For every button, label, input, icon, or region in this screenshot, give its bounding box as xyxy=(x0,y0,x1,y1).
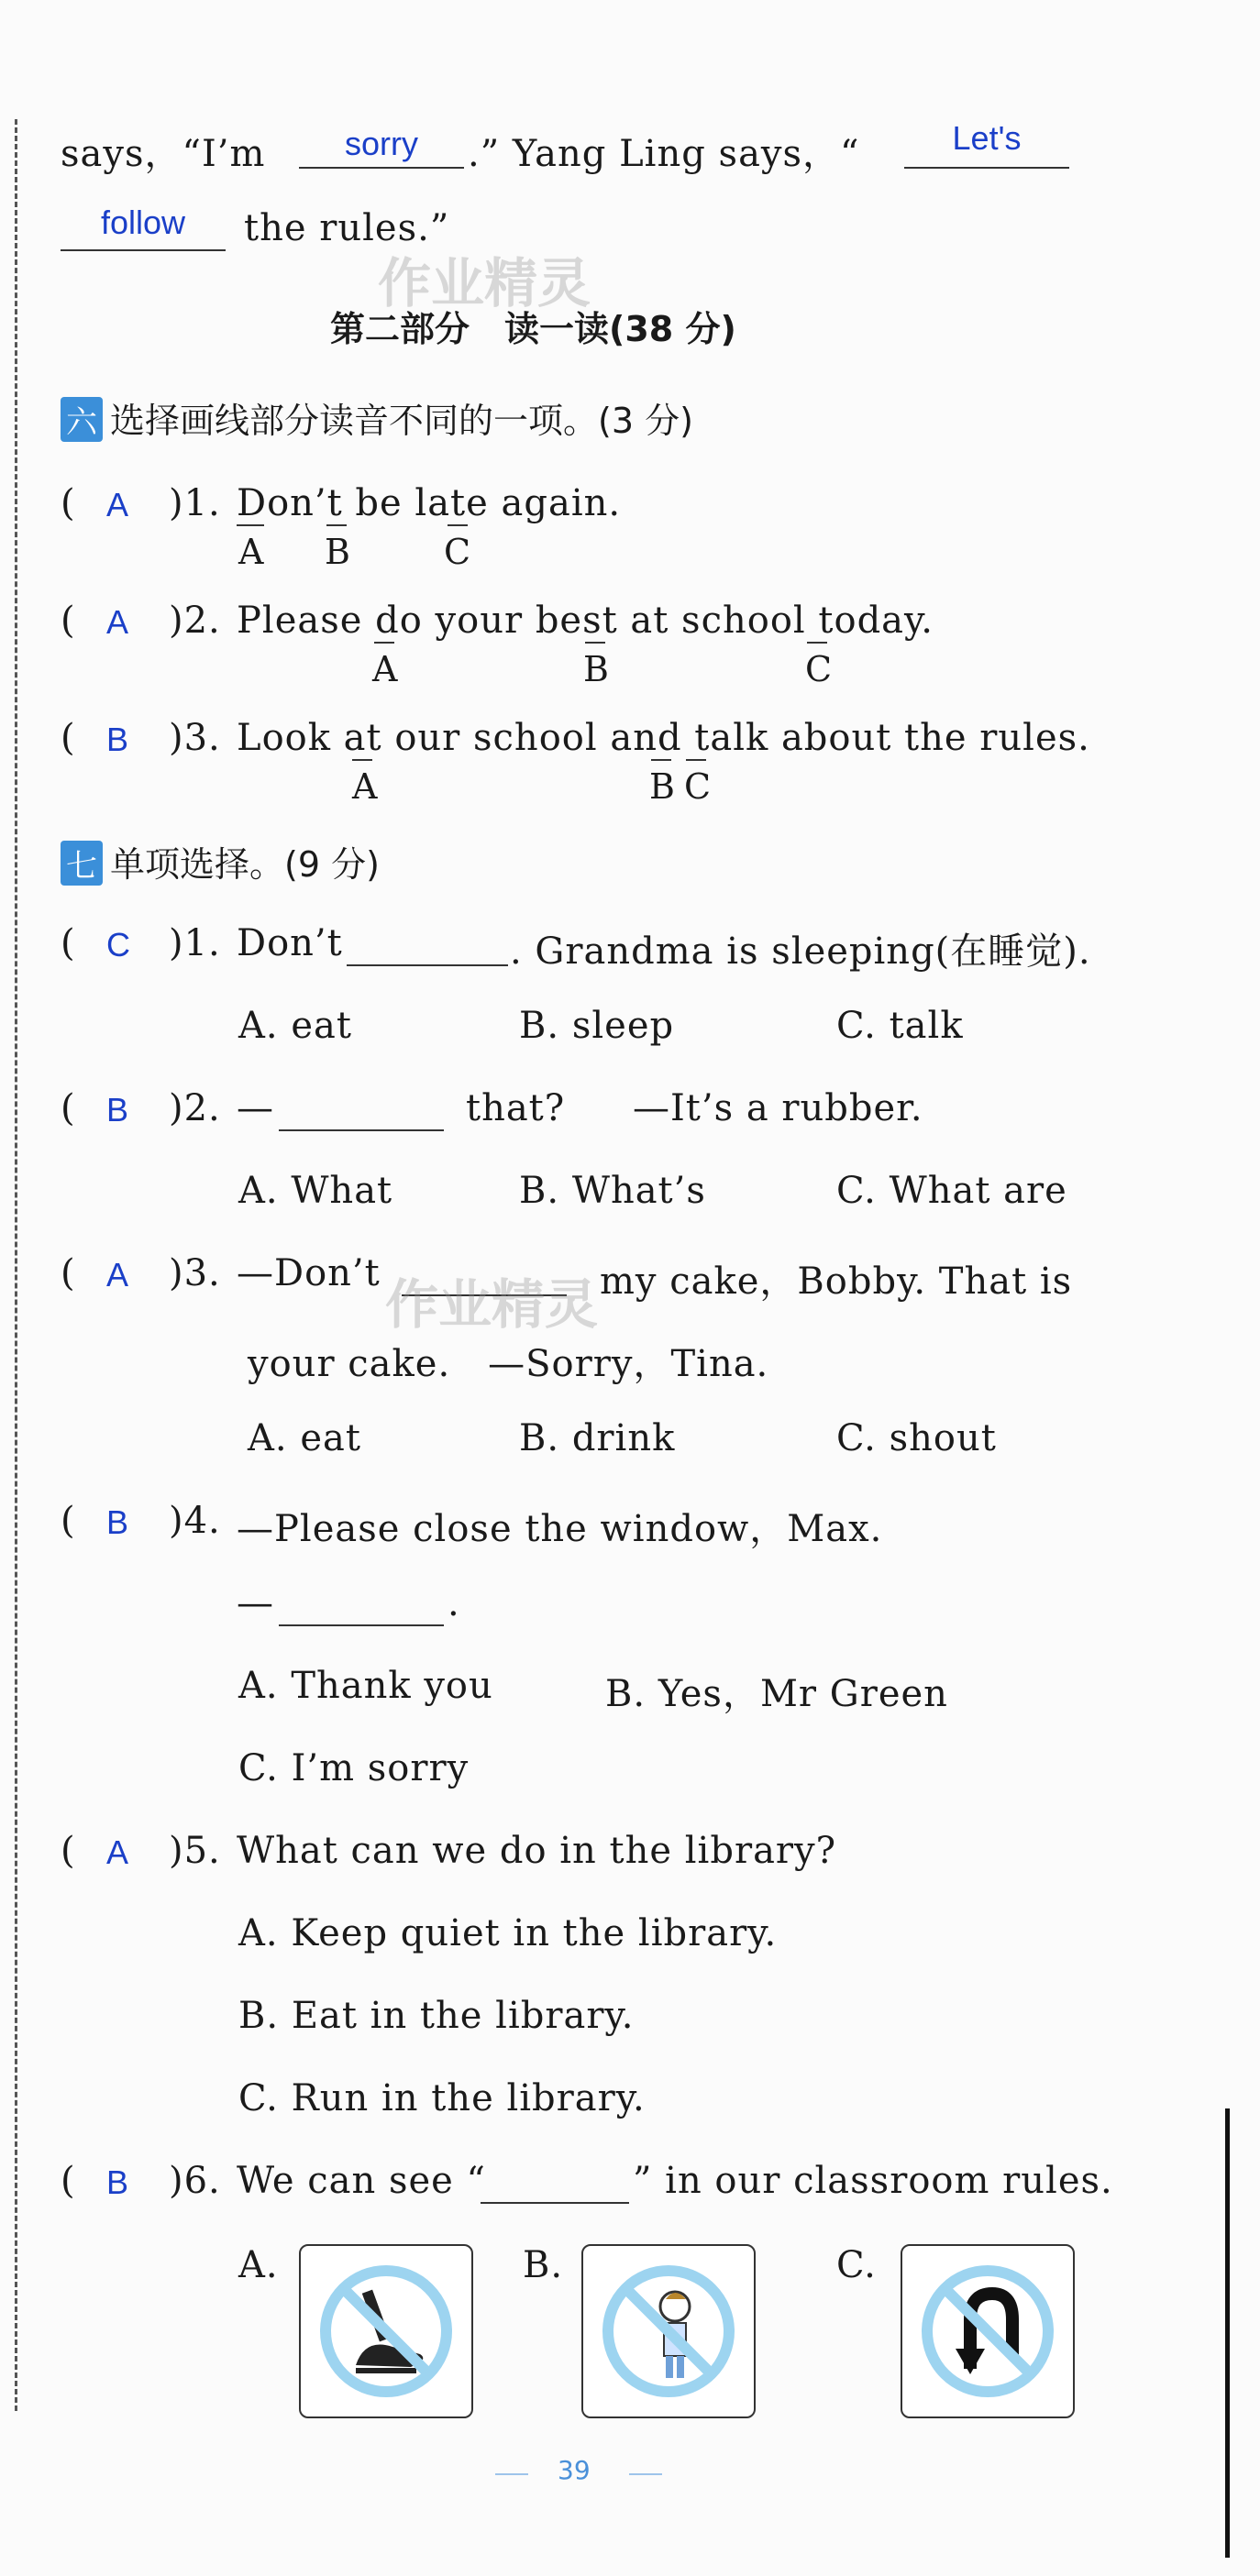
s6-q2-marker-c: C xyxy=(805,649,833,689)
top-line1-text: says，“I’m xyxy=(61,133,266,175)
s6-q3-marker-a: A xyxy=(352,766,378,807)
s7-q6-num: )6. xyxy=(169,2160,221,2202)
s7-q4-reply-pre: — xyxy=(237,1582,274,1624)
s7-q6-post: ” in our classroom rules. xyxy=(633,2160,1113,2202)
section7-title: 单项选择。(9 分) xyxy=(110,844,380,885)
s6-q1-num: )1. xyxy=(169,482,221,524)
s7-q5-text: What can we do in the library? xyxy=(237,1830,837,1872)
s7-q6-opt-a-label: A. xyxy=(238,2244,279,2286)
no-u-turn-sign-icon xyxy=(902,2246,1073,2416)
paren-open: ( xyxy=(61,2160,75,2202)
underline-mark xyxy=(807,642,827,644)
s7-q6-opt-b-label: B. xyxy=(523,2244,564,2286)
s7-q4-reply-post: . xyxy=(448,1582,460,1624)
underline-mark xyxy=(686,759,706,761)
paren-open: ( xyxy=(61,482,75,524)
blank-2[interactable] xyxy=(904,167,1069,169)
s7-q1-opt-c: C. talk xyxy=(836,1005,964,1047)
paren-open: ( xyxy=(61,717,75,759)
sign-option-a[interactable] xyxy=(299,2244,473,2418)
no-shouting-sign-icon xyxy=(583,2246,754,2416)
s7-q4-opt-a: A. Thank you xyxy=(238,1665,493,1707)
s7-q6-opt-c-label: C. xyxy=(836,2244,877,2286)
paren-open: ( xyxy=(61,1252,75,1294)
watermark: 作业精灵 xyxy=(378,252,591,314)
s7-q5-answer: A xyxy=(106,1833,129,1871)
sign-option-c[interactable] xyxy=(901,2244,1075,2418)
s6-q3-text: Look at our school and talk about the rules. xyxy=(237,717,1090,759)
s7-q3-post: my cake，Bobby. That is xyxy=(600,1260,1073,1303)
s7-q5-opt-b: B. Eat in the library. xyxy=(238,1995,635,2037)
s7-q4-opt-b: B. Yes，Mr Green xyxy=(605,1673,948,1715)
section6-badge: 六 xyxy=(61,397,103,442)
paren-open: ( xyxy=(61,1087,75,1129)
s7-q2-blank[interactable] xyxy=(279,1129,444,1131)
s7-q2-reply: —It’s a rubber. xyxy=(633,1087,923,1129)
answer-follow: follow xyxy=(100,204,186,241)
no-eating-sign-icon xyxy=(301,2246,471,2416)
section7-heading xyxy=(61,836,380,886)
s6-q3-num: )3. xyxy=(169,717,221,759)
underline-mark xyxy=(352,759,372,761)
paren-open: ( xyxy=(61,1500,75,1542)
s6-q1-marker-a: A xyxy=(238,532,264,572)
s7-q5-opt-a: A. Keep quiet in the library. xyxy=(238,1912,778,1954)
s7-q1-answer: C xyxy=(106,926,130,963)
s7-q3-num: )3. xyxy=(169,1252,221,1294)
underline-mark xyxy=(585,642,605,644)
page-edge-bar xyxy=(1225,2108,1230,2558)
s7-q1-post: . Grandma is sleeping(在睡觉). xyxy=(510,930,1091,973)
section6-heading xyxy=(61,392,693,443)
paren-open: ( xyxy=(61,1830,75,1872)
underline-mark xyxy=(326,524,347,526)
s7-q1-blank[interactable] xyxy=(347,964,508,966)
s6-q1-answer: A xyxy=(106,486,129,523)
s7-q2-num: )2. xyxy=(169,1087,221,1129)
s7-q4-num: )4. xyxy=(169,1500,221,1542)
paren-open: ( xyxy=(61,600,75,642)
s6-q3-marker-b: B xyxy=(649,766,675,807)
section7-badge: 七 xyxy=(61,841,103,886)
s7-q3-line2: your cake. —Sorry，Tina. xyxy=(248,1343,769,1385)
s7-q1-pre: Don’t xyxy=(237,922,343,964)
blank-1[interactable] xyxy=(299,167,464,169)
s6-q1-marker-c: C xyxy=(444,532,471,572)
part2-title: 第二部分 读一读(38 分) xyxy=(330,309,736,349)
s6-q1-text: Don’t be late again. xyxy=(237,482,622,524)
s7-q6-answer: B xyxy=(106,2163,129,2201)
s7-q2-opt-c: C. What are xyxy=(836,1170,1067,1212)
paren-open: ( xyxy=(61,922,75,964)
s6-q2-marker-a: A xyxy=(372,649,398,689)
s7-q4-text: —Please close the window，Max. xyxy=(237,1508,883,1550)
binding-dashed-line xyxy=(15,119,17,2411)
footer-dash-left xyxy=(495,2473,528,2475)
s6-q3-answer: B xyxy=(106,721,129,758)
s7-q6-blank[interactable] xyxy=(481,2202,629,2204)
page-number: 39 xyxy=(558,2455,591,2485)
s7-q5-num: )5. xyxy=(169,1830,221,1872)
s6-q2-answer: A xyxy=(106,603,129,641)
s7-q2-answer: B xyxy=(106,1091,129,1128)
s6-q2-num: )2. xyxy=(169,600,221,642)
s7-q3-opt-b: B. drink xyxy=(519,1417,676,1459)
answer-lets: Let's xyxy=(952,119,1022,157)
s7-q4-answer: B xyxy=(106,1503,129,1541)
underline-mark xyxy=(448,524,468,526)
blank-3[interactable] xyxy=(61,249,226,251)
s7-q4-blank[interactable] xyxy=(279,1624,444,1626)
underline-mark xyxy=(651,759,671,761)
s7-q3-opt-a: A. eat xyxy=(248,1417,361,1459)
s7-q4-opt-c: C. I’m sorry xyxy=(238,1747,470,1789)
s7-q2-pre: — xyxy=(237,1087,274,1129)
s7-q3-opt-c: C. shout xyxy=(836,1417,997,1459)
s7-q6-pre: We can see “ xyxy=(237,2160,486,2202)
s6-q1-marker-b: B xyxy=(325,532,350,572)
watermark: 作业精灵 xyxy=(385,1273,599,1336)
s7-q2-opt-b: B. What’s xyxy=(519,1170,706,1212)
s7-q3-answer: A xyxy=(106,1256,129,1294)
s6-q2-marker-b: B xyxy=(583,649,609,689)
answer-sorry: sorry xyxy=(345,125,418,162)
s7-q1-num: )1. xyxy=(169,922,221,964)
s7-q2-opt-a: A. What xyxy=(238,1170,393,1212)
sign-option-b[interactable] xyxy=(581,2244,756,2418)
s6-q3-marker-c: C xyxy=(684,766,712,807)
s7-q1-opt-b: B. sleep xyxy=(519,1005,675,1047)
top-line2-text: the rules.” xyxy=(244,207,450,249)
section6-title: 选择画线部分读音不同的一项。(3 分) xyxy=(110,401,693,441)
s7-q1-opt-a: A. eat xyxy=(238,1005,352,1047)
underline-mark xyxy=(374,642,394,644)
s6-q2-text: Please do your best at school today. xyxy=(237,600,934,642)
s7-q3-pre: —Don’t xyxy=(237,1252,381,1294)
top-line1-text-b: .” Yang Ling says，“ xyxy=(468,133,860,175)
s7-q2-post: that? xyxy=(466,1087,566,1129)
underline-mark xyxy=(237,524,264,526)
s7-q5-opt-c: C. Run in the library. xyxy=(238,2077,646,2119)
footer-dash-right xyxy=(629,2473,662,2475)
